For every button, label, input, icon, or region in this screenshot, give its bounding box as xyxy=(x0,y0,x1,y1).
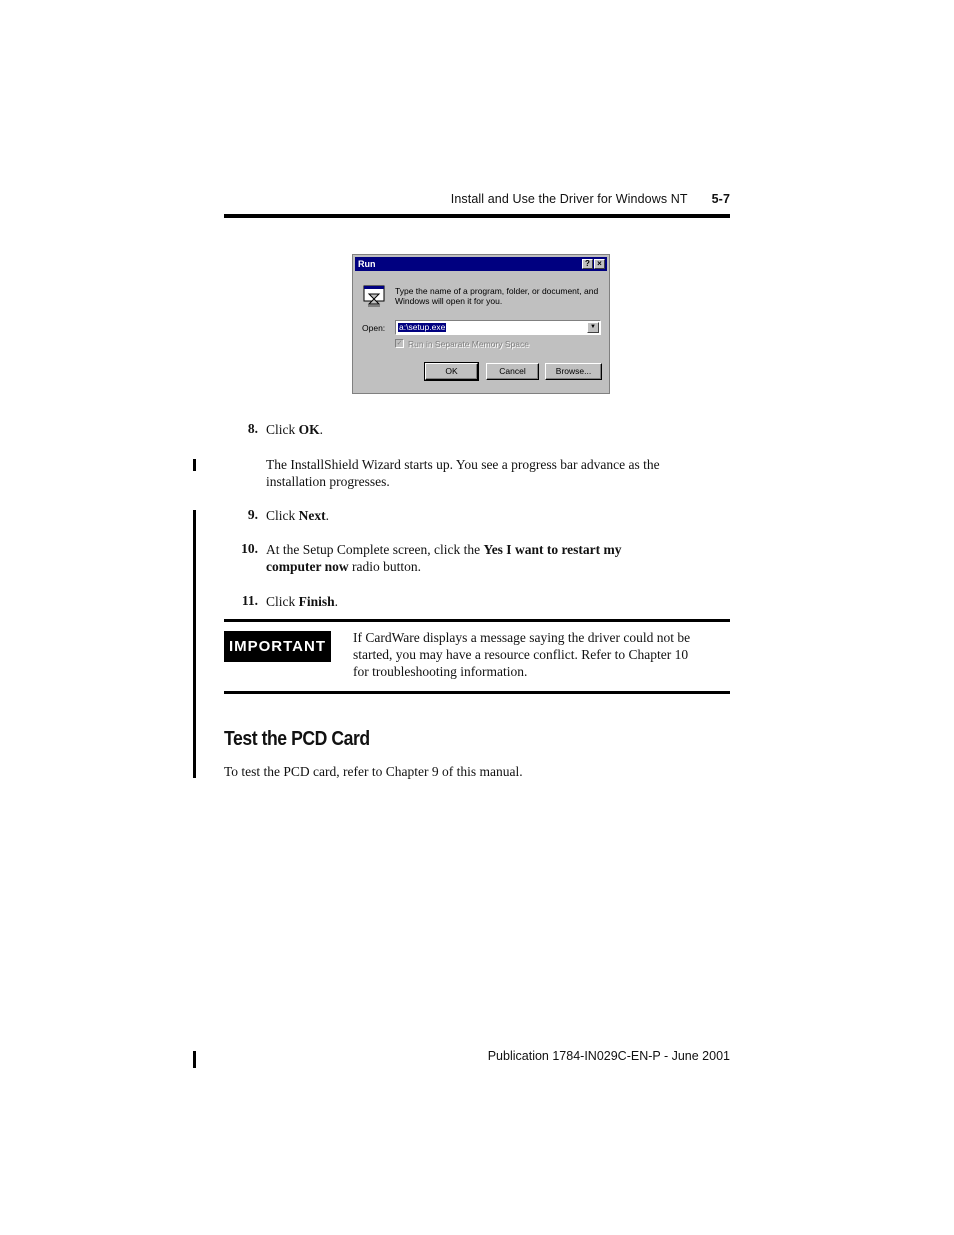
run-program-icon xyxy=(363,285,385,309)
running-header xyxy=(451,192,730,206)
step-8-note: The InstallShield Wizard starts up. You see a progress bar advance as the installation progresses. xyxy=(266,457,660,489)
dialog-prompt: Type the name of a program, folder, or document, and Windows will open it for you. xyxy=(395,286,599,306)
section-text: To test the PCD card, refer to Chapter 9 of this manual. xyxy=(224,764,523,779)
change-bar xyxy=(193,510,196,778)
change-bar xyxy=(193,459,196,471)
dialog-title: Run xyxy=(358,259,376,269)
separate-memory-checkbox[interactable]: ✓ xyxy=(396,340,403,347)
section-heading: Test the PCD Card xyxy=(224,728,370,750)
step-text: Click OK. xyxy=(266,422,324,437)
help-icon[interactable]: ? xyxy=(582,259,593,269)
important-top-rule xyxy=(224,619,730,622)
step-number: 8. xyxy=(247,421,258,436)
page-number: 5-7 xyxy=(711,192,730,206)
cancel-button[interactable]: Cancel xyxy=(486,363,539,380)
publication-footer: Publication 1784-IN029C-EN-P - June 2001 xyxy=(487,1049,730,1063)
important-label: IMPORTANT xyxy=(224,631,331,662)
open-combobox[interactable] xyxy=(395,320,601,335)
close-icon[interactable]: × xyxy=(594,259,605,269)
chevron-down-icon[interactable]: ▼ xyxy=(587,322,599,333)
open-label: Open: xyxy=(362,323,386,333)
important-text: If CardWare displays a message saying the driver could not be started, you may have a resource conflict. Refer to Chapter 10 for troubleshooting information. xyxy=(353,630,691,679)
dialog-title-bar xyxy=(355,257,607,271)
browse-button[interactable]: Browse... xyxy=(545,363,602,380)
step-text: At the Setup Complete screen, click the Yes I want to restart my computer now radio button. xyxy=(266,542,622,574)
step-number: 11. xyxy=(241,593,258,608)
header-title: Install and Use the Driver for Windows NT xyxy=(450,192,688,206)
step-number: 9. xyxy=(247,507,258,522)
step-text: Click Next. xyxy=(266,508,329,523)
open-value: a:\setup.exe xyxy=(399,322,446,332)
run-dialog-screenshot xyxy=(352,254,610,394)
important-bottom-rule xyxy=(224,691,730,694)
ok-button[interactable]: OK xyxy=(425,363,478,380)
step-text: Click Finish. xyxy=(266,594,339,609)
checkbox-label: Run in Separate Memory Space xyxy=(408,339,529,349)
header-rule xyxy=(224,214,730,218)
change-bar xyxy=(193,1051,196,1068)
step-number: 10. xyxy=(241,541,258,556)
